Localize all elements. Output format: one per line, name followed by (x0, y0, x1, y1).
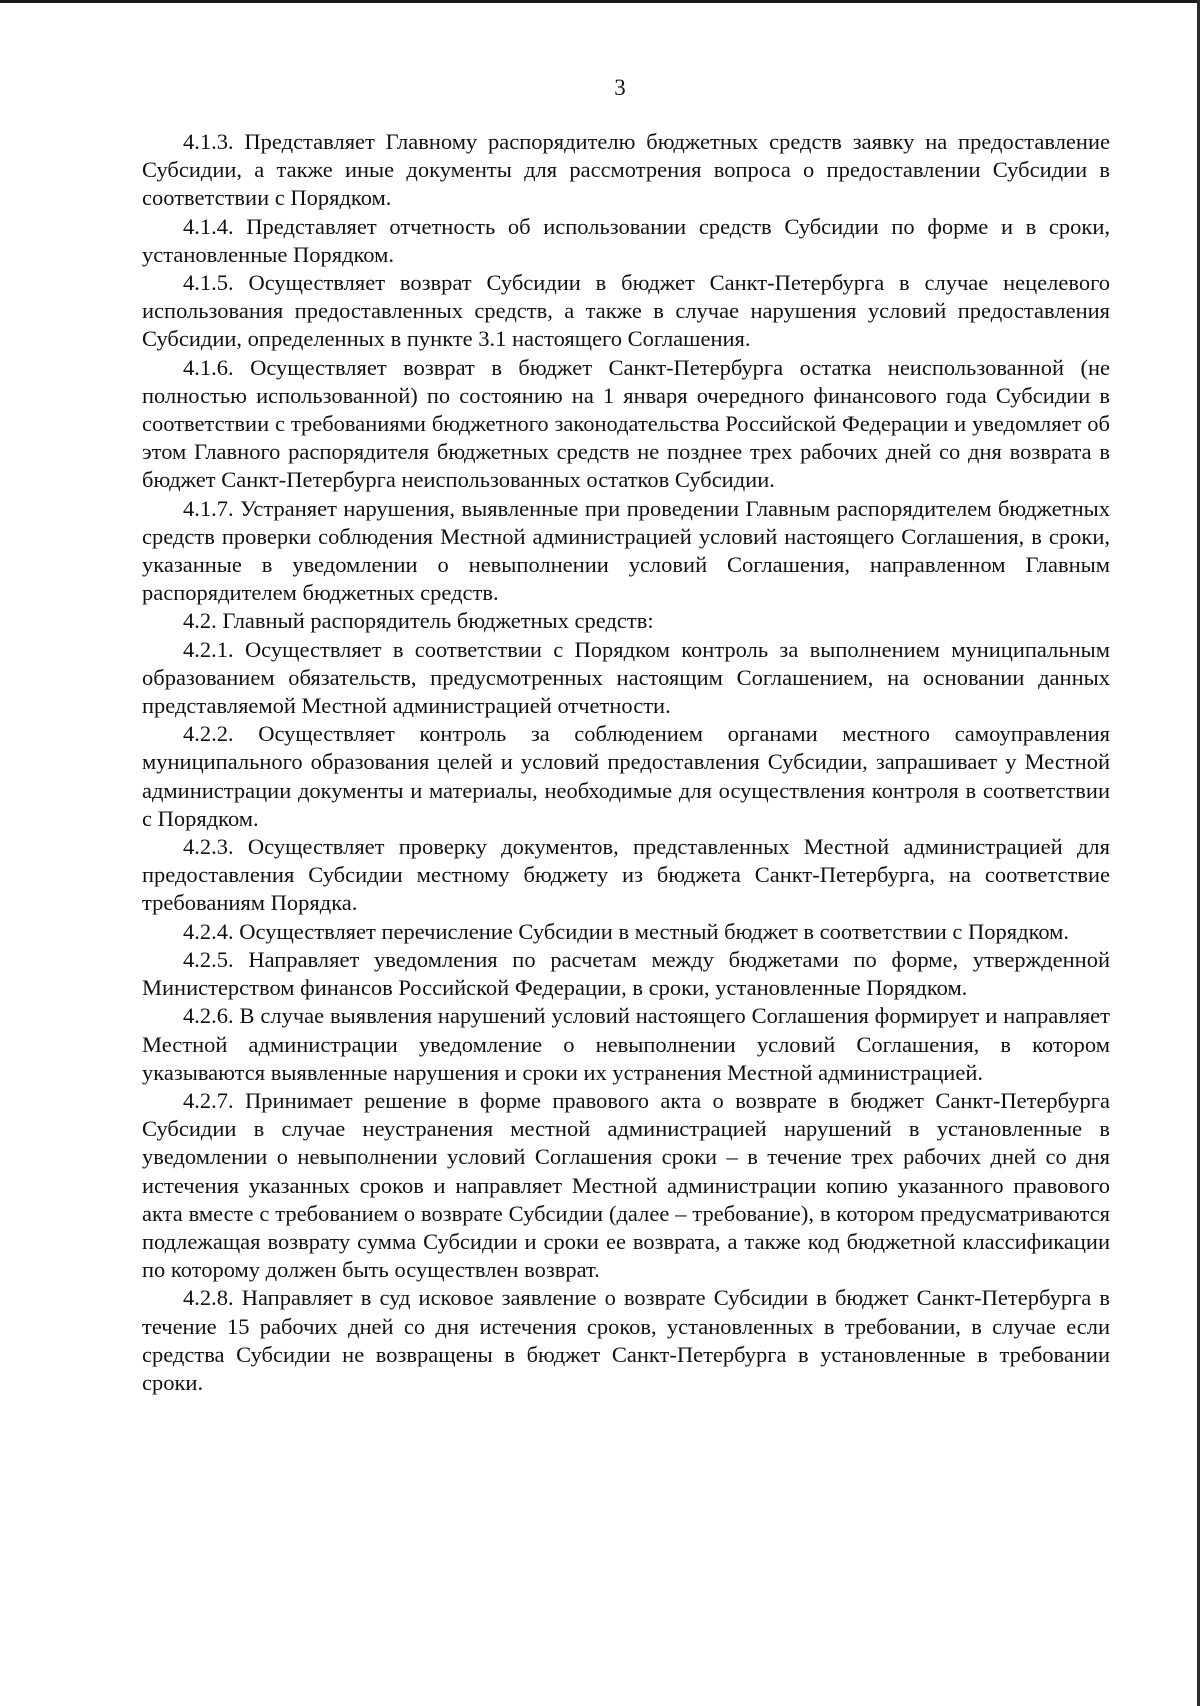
page-number: 3 (614, 75, 626, 100)
paragraph-4-1-7: 4.1.7. Устраняет нарушения, выявленные при проведении Главным распорядителем бюджетных средств проверки соблюдения Местной администрацией условий настоящего Соглашения, в сроки, указанные в уведомлении о невыполнении условий Соглашения, направленном Главным распорядителем бюджетных средств. (142, 495, 1110, 606)
paragraph-4-2-6: 4.2.6. В случае выявления нарушений условий настоящего Соглашения формирует и направляет Местной администрации уведомление о невыполнении условий Соглашения, в котором указываются выявленные нарушения и сроки их устранения Местной администрацией. (142, 1003, 1110, 1085)
paragraph-4-2-7: 4.2.7. Принимает решение в форме правового акта о возврате в бюджет Санкт-Петербурга Субсидии в случае неустранения местной администрацией нарушений в установленные в уведомлении о невыполнении условий Соглашения сроки – в течение трех рабочих дней со дня истечения указанных сроков и направляет Местной администрации копию указанного правового акта вместе с требованием о возврате Субсидии (далее – требование), в котором предусматриваются подлежащая возврату сумма Субсидии и сроки ее возврата, а также код бюджетной классификации по которому должен быть осуществлен возврат. (142, 1087, 1110, 1283)
scan-edge-top (0, 0, 1200, 3)
paragraph-4-2-8: 4.2.8. Направляет в суд исковое заявление о возврате Субсидии в бюджет Санкт-Петербурга в течение 15 рабочих дней со дня истечения сроков, установленных в требовании, в случае если средства Субсидии не возвращены в бюджет Санкт-Петербурга в установленные в требовании сроки. (142, 1285, 1110, 1395)
paragraph-4-2-3: 4.2.3. Осуществляет проверку документов, представленных Местной администрацией для предоставления Субсидии местному бюджету из бюджета Санкт-Петербурга, на соответствие требованиям Порядка. (142, 834, 1110, 916)
paragraph-4-1-4: 4.1.4. Представляет отчетность об использовании средств Субсидии по форме и в сроки, установленные Порядком. (142, 213, 1110, 267)
paragraph-4-2-2: 4.2.2. Осуществляет контроль за соблюдением органами местного самоуправления муниципального образования целей и условий предоставления Субсидии, запрашивает у Местной администрации документы и материалы, необходимые для осуществления контроля в соответствии с Порядком. (142, 721, 1110, 831)
paragraph-4-1-6: 4.1.6. Осуществляет возврат в бюджет Санкт-Петербурга остатка неиспользованной (не полностью использованной) по состоянию на 1 января очередного финансового года Субсидии в соответствии с требованиями бюджетного законодательства Российской Федерации и уведомляет об этом Главного распорядителя бюджетных средств не позднее трех рабочих дней со дня возврата в бюджет Санкт-Петербурга неиспользованных остатков Субсидии. (142, 354, 1110, 493)
paragraph-4-1-3: 4.1.3. Представляет Главному распорядителю бюджетных средств заявку на предоставление Субсидии, а также иные документы для рассмотрения вопроса о предоставлении Субсидии в соответствии с Порядком. (142, 129, 1110, 211)
paragraph-4-2-4: 4.2.4. Осуществляет перечисление Субсидии в местный бюджет в соответствии с Порядком. (183, 918, 1070, 944)
paragraph-4-2: 4.2. Главный распорядитель бюджетных средств: (183, 608, 654, 634)
paragraph-4-2-1: 4.2.1. Осуществляет в соответствии с Порядком контроль за выполнением муниципальным образованием обязательств, предусмотренных настоящим Соглашением, на основании данных представляемой Местной администрацией отчетности. (142, 636, 1110, 719)
paragraph-4-2-5: 4.2.5. Направляет уведомления по расчетам между бюджетами по форме, утвержденной Министерством финансов Российской Федерации, в сроки, установленные Порядком. (142, 946, 1110, 1001)
paragraph-4-1-5: 4.1.5. Осуществляет возврат Субсидии в бюджет Санкт-Петербурга в случае нецелевого использования предоставленных средств, а также в случае нарушения условий предоставления Субсидии, определенных в пункте 3.1 настоящего Соглашения. (142, 270, 1110, 352)
document-body (142, 128, 1110, 1397)
